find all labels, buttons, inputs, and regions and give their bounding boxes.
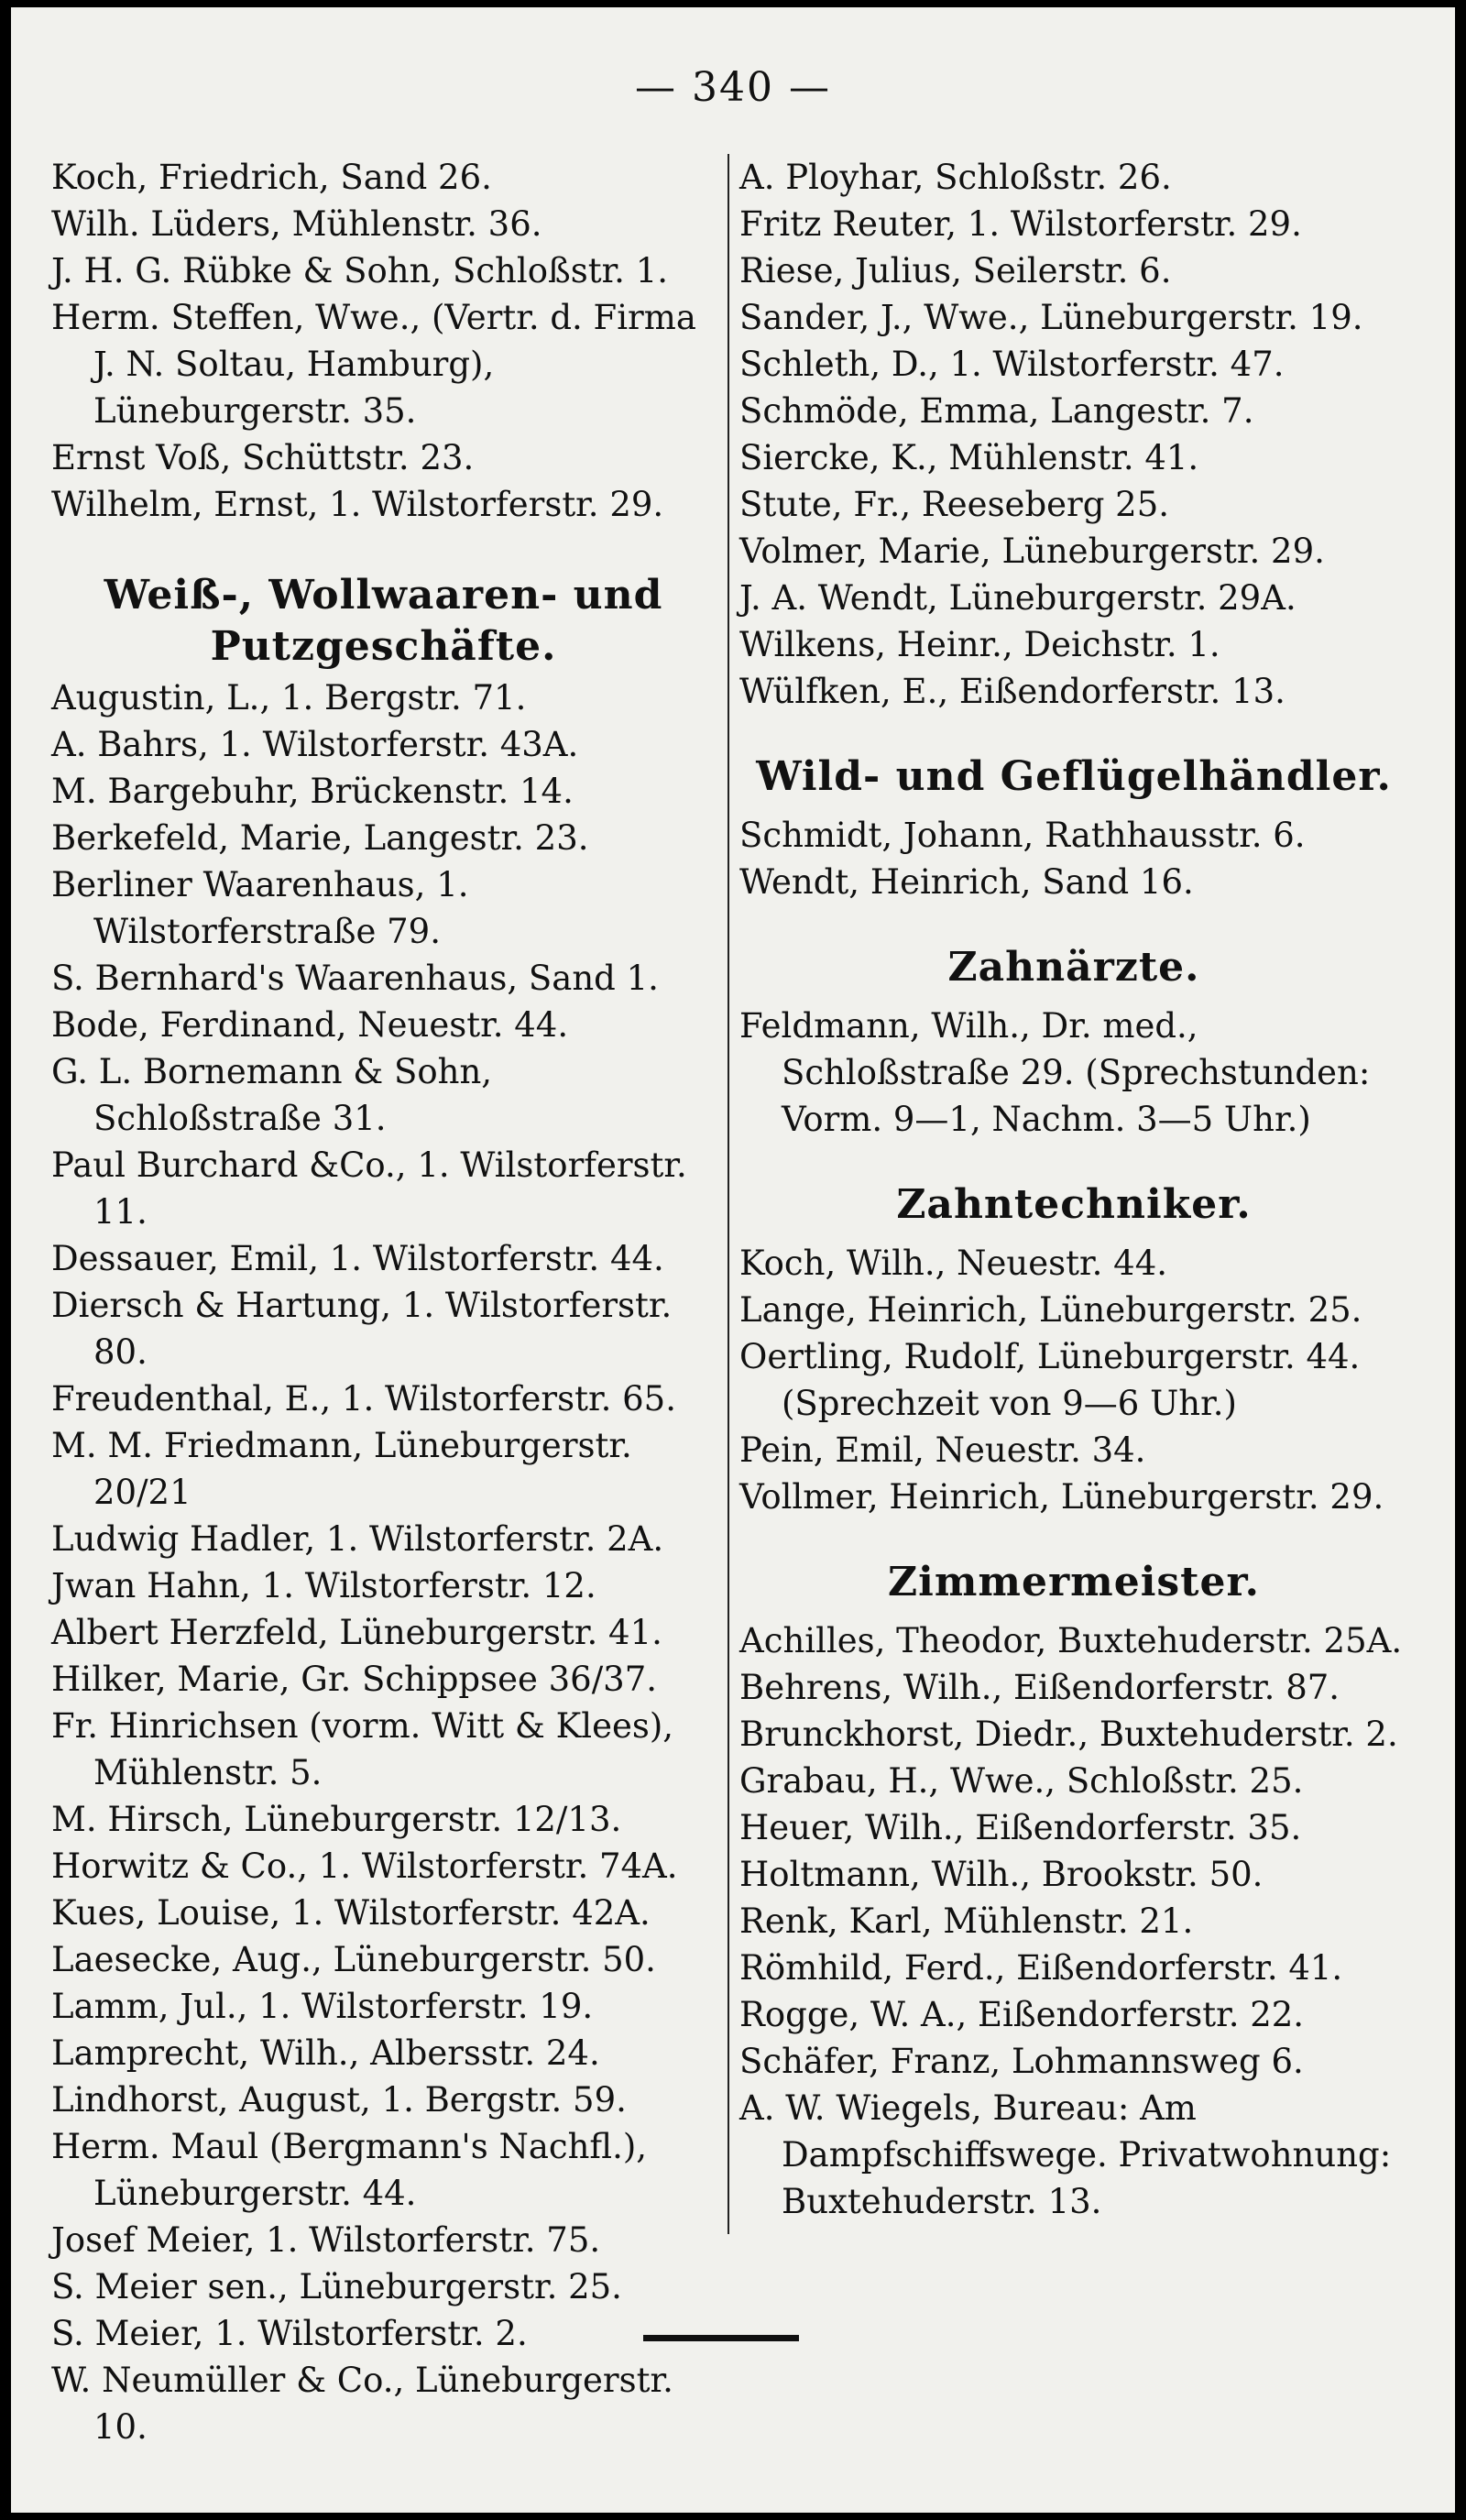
directory-entry: Vollmer, Heinrich, Lüneburgerstr. 29. [739,1477,1384,1517]
section-heading-weiss-wollwaaren: Weiß-, Wollwaaren- und Putzgeschäfte. [104,572,663,670]
directory-entry: Koch, Wilh., Neuestr. 44. [739,1244,1167,1283]
directory-entry: Lange, Heinrich, Lüneburgerstr. 25. [739,1290,1362,1330]
section-heading-wild-gefluegel: Wild- und Geflügelhändler. [756,753,1392,800]
directory-entry: Stute, Fr., Reeseberg 25. [739,485,1170,524]
directory-entry: Ernst Voß, Schüttstr. 23. [51,438,475,477]
directory-entry: Schäfer, Franz, Lohmannsweg 6. [739,2042,1304,2081]
directory-entry: J. A. Wendt, Lüneburgerstr. 29A. [739,578,1296,618]
directory-entry: Schleth, D., 1. Wilstorferstr. 47. [739,345,1285,384]
directory-entry: Achilles, Theodor, Buxtehuderstr. 25A. [739,1621,1403,1660]
right-column [739,154,1408,2225]
directory-entry: Brunckhorst, Diedr., Buxtehuderstr. 2. [739,1715,1398,1754]
directory-entry: Heuer, Wilh., Eißendorferstr. 35. [739,1808,1302,1847]
directory-entry: Holtmann, Wilh., Brookstr. 50. [739,1855,1264,1894]
directory-entry: M. M. Friedmann, Lüneburgerstr. 20/21 [51,1426,632,1512]
directory-entry: S. Bernhard's Waarenhaus, Sand 1. [51,959,659,998]
directory-entry: Josef Meier, 1. Wilstorferstr. 75. [51,2220,601,2260]
directory-entry: Herm. Maul (Bergmann's Nachfl.), Lüneburgerstr. 44. [51,2127,648,2213]
directory-entry: Jwan Hahn, 1. Wilstorferstr. 12. [51,1566,596,1605]
end-rule [643,2335,799,2341]
directory-entry: Horwitz & Co., 1. Wilstorferstr. 74A. [51,1846,678,1886]
directory-entry: Lamm, Jul., 1. Wilstorferstr. 19. [51,1987,594,2026]
column-divider [728,154,729,2234]
section-heading-zahnaerzte: Zahnärzte. [947,944,1200,991]
directory-entry: Hilker, Marie, Gr. Schippsee 36/37. [51,1660,658,1699]
directory-entry: Pein, Emil, Neuestr. 34. [739,1430,1146,1470]
page-number: — 340 — [635,64,831,111]
directory-entry: A. W. Wiegels, Bureau: Am Dampfschiffswege. Privatwohnung: Buxtehuderstr. 13. [739,2088,1392,2221]
directory-entry: Rogge, W. A., Eißendorferstr. 22. [739,1995,1305,2034]
directory-entry: Koch, Friedrich, Sand 26. [51,158,492,197]
directory-entry: W. Neumüller & Co., Lüneburgerstr. 10. [51,2361,673,2447]
directory-entry: Römhild, Ferd., Eißendorferstr. 41. [739,1948,1343,1988]
directory-entry: Volmer, Marie, Lüneburgerstr. 29. [739,531,1325,571]
directory-entry: Schmöde, Emma, Langestr. 7. [739,391,1254,431]
directory-entry: Herm. Steffen, Wwe., (Vertr. d. Firma J. N. Soltau, Hamburg), Lüneburgerstr. 35. [51,298,696,431]
directory-entry: Behrens, Wilh., Eißendorferstr. 87. [739,1668,1340,1707]
directory-entry: S. Meier sen., Lüneburgerstr. 25. [51,2267,622,2306]
directory-entry: Fritz Reuter, 1. Wilstorferstr. 29. [739,204,1302,244]
directory-entry: Berkefeld, Marie, Langestr. 23. [51,818,589,858]
directory-entry: Grabau, H., Wwe., Schloßstr. 25. [739,1761,1304,1801]
directory-entry: M. Hirsch, Lüneburgerstr. 12/13. [51,1800,622,1839]
directory-entry: Feldmann, Wilh., Dr. med., Schloßstraße 29. (Sprechstunden: Vorm. 9—1, Nachm. 3—5 Uhr.) [739,1006,1371,1139]
directory-entry: Wilkens, Heinr., Deichstr. 1. [739,625,1220,664]
section-heading-zahntechniker: Zahntechniker. [896,1181,1252,1228]
directory-entry: J. H. G. Rübke & Sohn, Schloßstr. 1. [51,251,669,290]
directory-entry: Bode, Ferdinand, Neuestr. 44. [51,1005,569,1045]
directory-entry: Paul Burchard &Co., 1. Wilstorferstr. 11. [51,1145,687,1232]
directory-entry: Kues, Louise, 1. Wilstorferstr. 42A. [51,1893,651,1933]
directory-entry: S. Meier, 1. Wilstorferstr. 2. [51,2314,528,2353]
directory-entry: Renk, Karl, Mühlenstr. 21. [739,1901,1194,1941]
directory-entry: Augustin, L., 1. Bergstr. 71. [51,678,527,718]
directory-entry: Wülfken, E., Eißendorferstr. 13. [739,672,1285,711]
directory-entry: G. L. Bornemann & Sohn, Schloßstraße 31. [51,1052,493,1138]
directory-entry: Diersch & Hartung, 1. Wilstorferstr. 80. [51,1286,673,1372]
directory-entry: Wilh. Lüders, Mühlenstr. 36. [51,204,542,244]
directory-entry: Oertling, Rudolf, Lüneburgerstr. 44. (Sprechzeit von 9—6 Uhr.) [739,1337,1361,1423]
directory-entry: Lamprecht, Wilh., Albersstr. 24. [51,2033,600,2073]
directory-entry: Fr. Hinrichsen (vorm. Witt & Klees), Mühlenstr. 5. [51,1706,674,1792]
directory-page [11,7,1455,2513]
directory-entry: Schmidt, Johann, Rathhausstr. 6. [739,816,1306,855]
directory-entry: Albert Herzfeld, Lüneburgerstr. 41. [51,1613,662,1652]
directory-entry: Freudenthal, E., 1. Wilstorferstr. 65. [51,1379,676,1419]
directory-entry: Riese, Julius, Seilerstr. 6. [739,251,1172,290]
directory-entry: Laesecke, Aug., Lüneburgerstr. 50. [51,1940,656,1979]
directory-entry: Lindhorst, August, 1. Bergstr. 59. [51,2080,627,2120]
directory-entry: Siercke, K., Mühlenstr. 41. [739,438,1199,477]
left-column [51,154,716,2450]
directory-entry: Ludwig Hadler, 1. Wilstorferstr. 2A. [51,1519,664,1559]
directory-entry: A. Ployhar, Schloßstr. 26. [739,158,1172,197]
directory-entry: Berliner Waarenhaus, 1. Wilstorferstraße 79. [51,865,469,951]
directory-entry: M. Bargebuhr, Brückenstr. 14. [51,772,574,811]
directory-entry: Sander, J., Wwe., Lüneburgerstr. 19. [739,298,1363,337]
directory-entry: Wilhelm, Ernst, 1. Wilstorferstr. 29. [51,485,664,524]
directory-entry: Wendt, Heinrich, Sand 16. [739,862,1194,902]
section-heading-zimmermeister: Zimmermeister. [888,1559,1260,1605]
directory-entry: A. Bahrs, 1. Wilstorferstr. 43A. [51,725,579,764]
directory-entry: Dessauer, Emil, 1. Wilstorferstr. 44. [51,1239,664,1278]
